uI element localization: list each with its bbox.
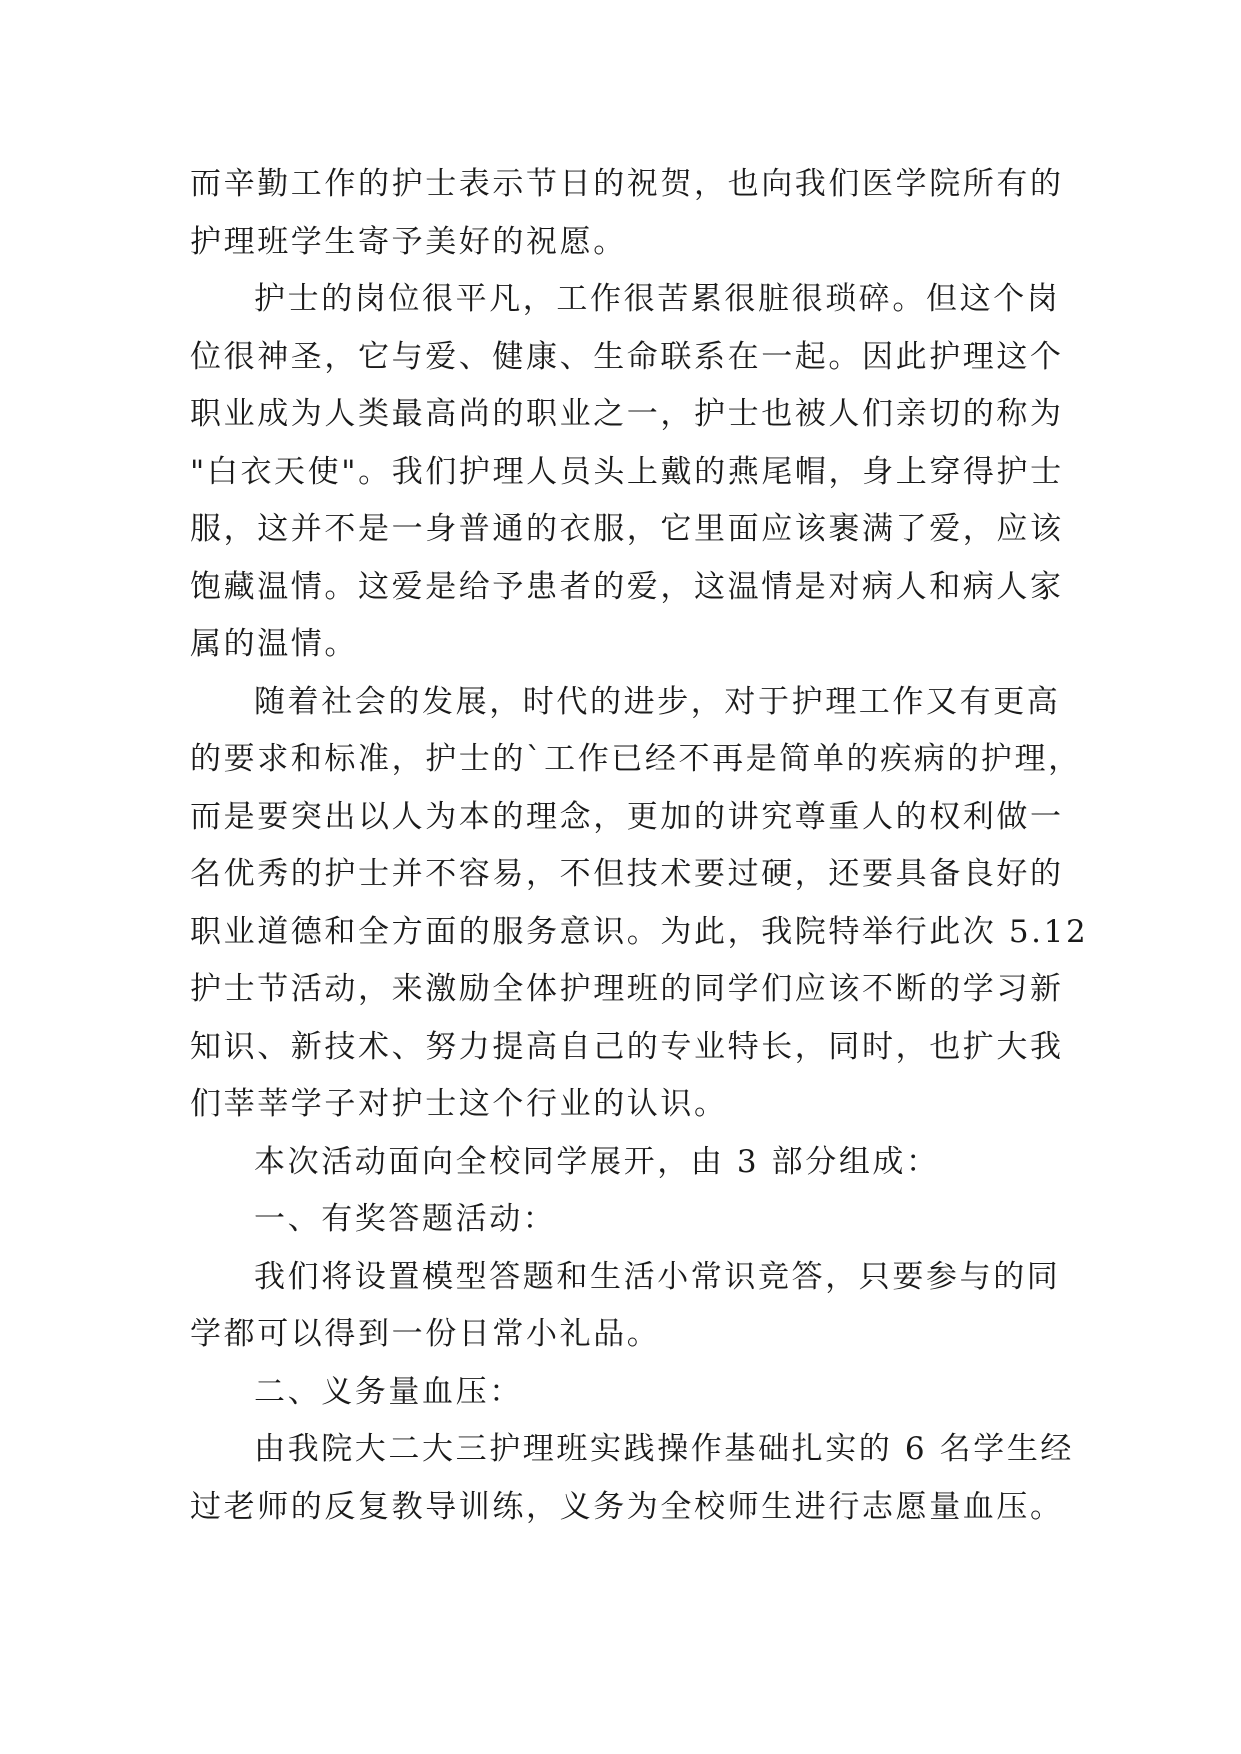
text-line: 职业成为人类最高尚的职业之一，护士也被人们亲切的称为 (190, 396, 1064, 432)
text-line: 而辛勤工作的护士表示节日的祝贺，也向我们医学院所有的 (190, 166, 1064, 202)
paragraph (190, 1191, 1070, 1249)
text-line: 而是要突出以人为本的理念，更加的讲究尊重人的权利做一 (190, 798, 1064, 835)
text-line: 职业道德和全方面的服务意识。为此，我院特举行此次 5.12 (190, 913, 1089, 950)
paragraph (190, 156, 1070, 271)
text-line: 名优秀的护士并不容易，不但技术要过硬，还要具备良好的 (190, 856, 1064, 892)
text-line: 位很神圣，它与爱、健康、生命联系在一起。因此护理这个 (190, 338, 1064, 375)
text-line: 我们将设置模型答题和生活小常识竞答，只要参与的同 (254, 1258, 1061, 1295)
text-line: 们莘莘学子对护士这个行业的认识。 (190, 1086, 728, 1122)
text-line: 属的温情。 (190, 626, 358, 662)
text-line: 过老师的反复教导训练，义务为全校师生进行志愿量血压。 (190, 1488, 1064, 1525)
text-line: 一、有奖答题活动： (254, 1201, 557, 1237)
paragraph (190, 1249, 1070, 1364)
text-line: 护士的岗位很平凡，工作很苦累很脏很琐碎。但这个岗 (254, 281, 1061, 317)
text-line: 知识、新技术、努力提高自己的专业特长，同时，也扩大我 (190, 1028, 1064, 1065)
paragraph (190, 1421, 1075, 1536)
text-line: 学都可以得到一份日常小礼品。 (190, 1316, 661, 1352)
paragraph (190, 1364, 1070, 1422)
document-body (190, 156, 1089, 1536)
paragraph (190, 271, 1070, 674)
text-line: 由我院大二大三护理班实践操作基础扎实的 6 名学生经 (254, 1431, 1075, 1467)
text-line: "白衣天使"。我们护理人员头上戴的燕尾帽，身上穿得护士 (190, 453, 1064, 490)
text-line: 服，这并不是一身普通的衣服，它里面应该裹满了爱，应该 (190, 511, 1064, 547)
text-line: 本次活动面向全校同学展开，由 3 部分组成： (254, 1143, 940, 1180)
paragraph (190, 1134, 1070, 1192)
paragraph (190, 674, 1089, 1134)
text-line: 随着社会的发展，时代的进步，对于护理工作又有更高 (254, 683, 1061, 720)
text-line: 的要求和标准，护士的`工作已经不再是简单的疾病的护理， (190, 741, 1082, 777)
text-line: 护士节活动，来激励全体护理班的同学们应该不断的学习新 (190, 971, 1064, 1007)
text-line: 二、义务量血压： (254, 1373, 523, 1410)
text-line: 饱藏温情。这爱是给予患者的爱，这温情是对病人和病人家 (190, 568, 1064, 605)
text-line: 护理班学生寄予美好的祝愿。 (190, 223, 627, 260)
